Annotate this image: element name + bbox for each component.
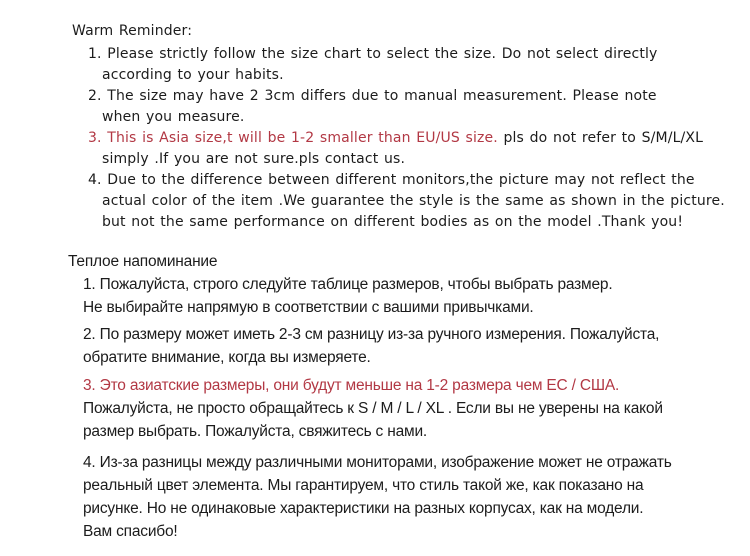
english-reminder-section [72,21,732,233]
russian-reminder-item-2 [68,323,748,369]
russian-reminder-item-4 [68,451,748,543]
reminder-line: рисунке. Но не одинаковые характеристики на разных корпусах, как на модели. [83,500,644,517]
reminder-line: 2. По размеру может иметь 2-3 см разницу из-за ручного измерения. Пожалуйста, [83,326,660,343]
reminder-line: 1. Пожалуйста, строго следуйте таблице размеров, чтобы выбрать размер. [83,276,613,293]
english-reminder-item-4 [72,170,732,233]
reminder-line [88,128,732,149]
english-reminder-item-2 [72,86,732,128]
reminder-line: 2. The size may have 2 3cm differs due to manual measurement. Please note [88,88,657,104]
reminder-line: Пожалуйста, не просто обращайтесь к S / M / L / XL . Если вы не уверены на какой [83,400,663,417]
english-section-title: Warm Reminder: [72,23,193,39]
reminder-line-tail: pls do not refer to S/M/L/XL [497,130,704,146]
reminder-line: Не выбирайте напрямую в соответствии с вашими привычками. [83,299,534,316]
reminder-line: when you measure. [102,109,245,125]
russian-reminder-section [68,250,748,543]
reminder-line: реальный цвет элемента. Мы гарантируем, что стиль такой же, как показано на [83,477,644,494]
russian-reminder-item-1 [68,273,748,319]
english-reminder-item-1 [72,44,732,86]
russian-reminder-item-3 [68,374,748,443]
reminder-line: Вам спасибо! [83,523,178,540]
english-reminder-item-3 [72,128,732,170]
russian-section-title: Теплое напоминание [68,253,218,270]
reminder-line: actual color of the item .We guarantee the style is the same as shown in the picture. [102,193,725,209]
reminder-line: 4. Из-за разницы между различными мониторами, изображение может не отражать [83,454,672,471]
asia-size-warning-highlight: 3. This is Asia size,t will be 1-2 smaller than EU/US size. [88,130,498,146]
reminder-line: simply .If you are not sure.pls contact us. [102,151,406,167]
reminder-line: 1. Please strictly follow the size chart to select the size. Do not select directly [88,46,658,62]
reminder-line: обратите внимание, когда вы измеряете. [83,349,371,366]
reminder-line: but not the same performance on different bodies as on the model .Thank you! [102,214,684,230]
reminder-line: 4. Due to the difference between different monitors,the picture may not reflect the [88,172,695,188]
reminder-line: according to your habits. [102,67,284,83]
reminder-line: размер выбрать. Пожалуйста, свяжитесь с нами. [83,423,428,440]
asia-size-warning-highlight-ru: 3. Это азиатские размеры, они будут меньше на 1-2 размера чем ЕС / США. [83,377,620,394]
